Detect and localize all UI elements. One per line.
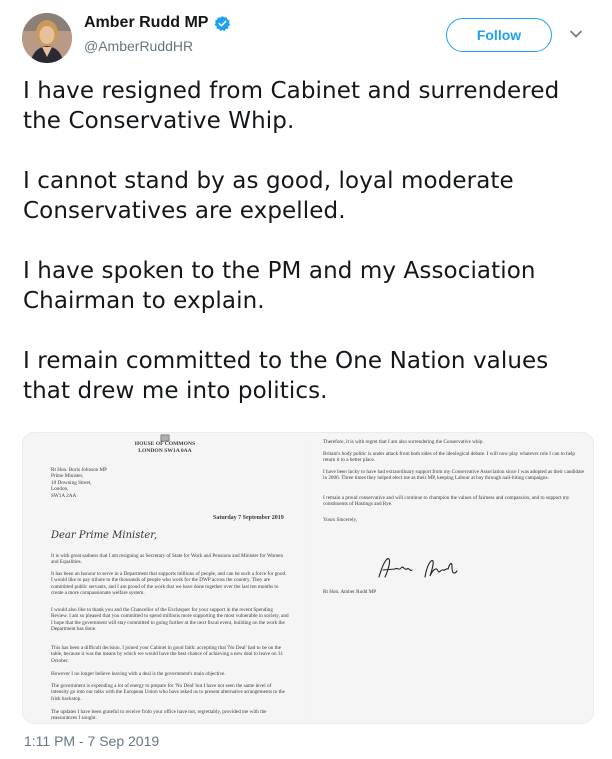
letter-paragraph: However I no longer believe leaving with a deal is the government's main objective.	[51, 671, 226, 677]
letter-signoff: Rt Hon. Amber Rudd MP	[323, 589, 377, 595]
letterhead: HOUSE OF COMMONS LONDON SW1A 0AA	[134, 441, 196, 454]
handwritten-signature	[375, 553, 495, 583]
tweet-timestamp[interactable]: 1:11 PM - 7 Sep 2019	[24, 733, 160, 749]
letter-salutation: Dear Prime Minister,	[51, 530, 158, 541]
letter-closing: Yours Sincerely,	[323, 517, 358, 523]
profile-photo	[22, 13, 72, 63]
letter-paragraph: Therefore, it is with regret that I am also surrendering the Conservative whip.	[323, 439, 484, 445]
letter-paragraph: It has been an honour to serve in a Department that supports millions of people, and can be such a force for good. I would like to pay tribute to the thousands of people who work for the DWP across the country. They are committed public servants, and I am proud of the work that we have done together over the last ten months to create a more compassionate welfare system.	[51, 571, 287, 597]
tweet-paragraph: I cannot stand by as good, loyal moderate Conservatives are expelled.	[23, 168, 514, 224]
letter-date: Saturday 7 September 2019	[213, 515, 284, 521]
verified-badge-icon	[214, 15, 231, 32]
tweet-paragraph: I remain committed to the One Nation values that drew me into politics.	[23, 348, 549, 404]
letter-page-1	[23, 433, 307, 723]
follow-button[interactable]: Follow	[446, 18, 552, 52]
letter-paragraph: I have been lucky to have had extraordinary support from my Conservative Association since I was adopted as their candidate in 2006. Three times they helped elect me as their MP, keeping Labour at bay through nail-biting campaigns.	[323, 469, 585, 482]
tweet-paragraph: I have resigned from Cabinet and surrendered the Conservative Whip.	[23, 78, 560, 134]
tweet-text	[23, 76, 593, 436]
letter-paragraph: I remain a proud conservative and will continue to champion the values of fairness and compassion, and to support my constituents of Hastings and Rye.	[323, 495, 570, 508]
letter-paragraph: It is with great sadness that I am resigning as Secretary of State for Work and Pensions and Minister for Women and Equalities.	[51, 553, 284, 566]
letter-page-2	[309, 433, 593, 723]
letter-paragraph: I would also like to thank you and the Chancellor of the Exchequer for your support in the recent Spending Review. I am so pleased that you committed to spend millions more supporting the most vulnerable in society, and I hope that the government will stay committed to going further at the next fiscal event, building on the work the Department has done.	[51, 607, 289, 633]
avatar[interactable]	[22, 13, 72, 63]
chevron-down-icon[interactable]	[568, 26, 584, 42]
letter-paragraph: The government is expending a lot of energy to prepare for 'No Deal' but I have not seen the same level of intensity go into our talks with the European Union who have asked us to present alternative arrangements to the Irish backstop.	[51, 683, 285, 702]
letter-paragraph: This has been a difficult decision. I joined your Cabinet in good faith: accepting that 'No Deal' had to be on the table, because it was the means by which we would have the best chance of achieving a new deal to leave on 31 October.	[51, 645, 284, 664]
letter-paragraph: Britain's body politic is under attack from both sides of the ideological debate. I will now play whatever role I can to help return it to a better place.	[323, 451, 576, 464]
author-name[interactable]: Amber Rudd MP	[84, 14, 209, 31]
letter-paragraph: The updates I have been grateful to receive from your office have not, regrettably, provided me with the reassurances I sought.	[51, 709, 267, 722]
attached-letter-image[interactable]	[22, 432, 594, 724]
author-name-row[interactable]	[84, 14, 231, 32]
author-handle[interactable]: @AmberRuddHR	[84, 38, 194, 54]
tweet-paragraph: I have spoken to the PM and my Association Chairman to explain.	[23, 258, 536, 314]
recipient-address: Rt Hon. Boris Johnson MP Prime Minister, 10 Downing Street, London, SW1A 2AA	[51, 467, 108, 499]
